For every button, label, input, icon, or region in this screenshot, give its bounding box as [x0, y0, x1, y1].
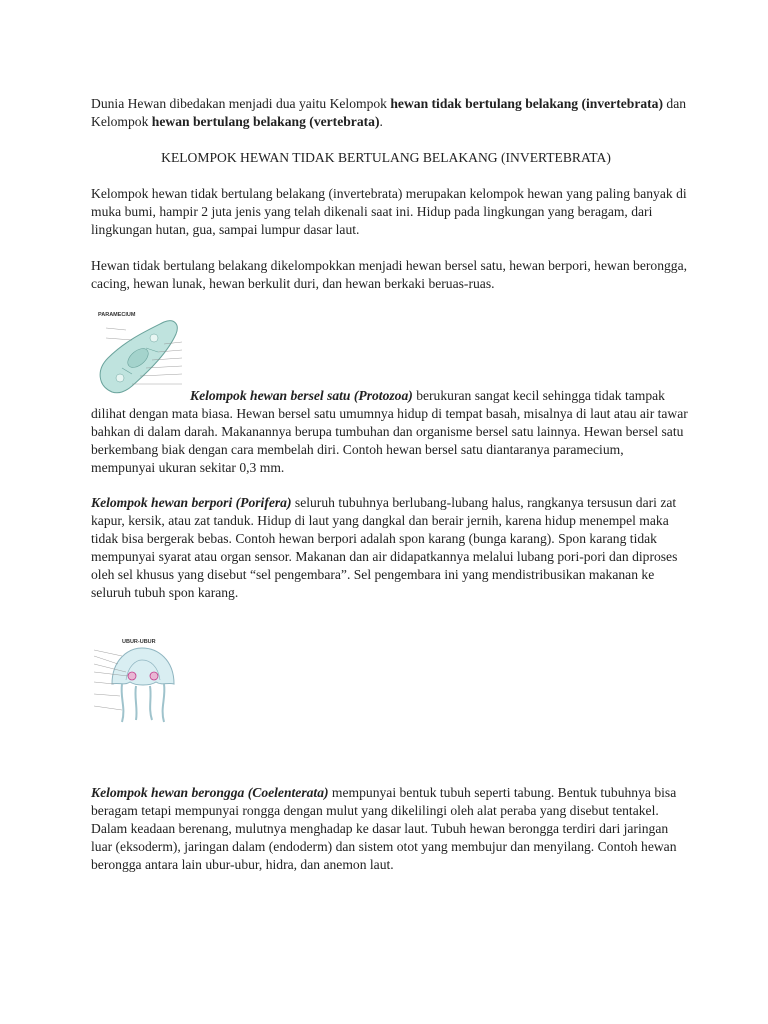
- jellyfish-gonad-left: [128, 672, 136, 680]
- paragraph-invertebrata: Kelompok hewan tidak bertulang belakang (invertebrata) merupakan kelompok hewan yang paling banyak di muka bumi, hampir 2 juta jenis yang telah dikenali saat ini. Hidup pada lingkungan yang beragam, dari lingkungan hutan, gua, sampai lumpur dasar laut.: [91, 186, 687, 237]
- intro-text-2: dan Kelompok: [91, 96, 687, 129]
- coelenterata-term: Kelompok hewan berongga (Coelenterata): [91, 785, 329, 800]
- intro-bold-invertebrata: hewan tidak bertulang belakang (invertebrata): [390, 96, 663, 111]
- section-heading: KELOMPOK HEWAN TIDAK BERTULANG BELAKANG (INVERTEBRATA): [161, 150, 611, 165]
- jellyfish-gonad-right: [150, 672, 158, 680]
- jellyfish-illustration: [92, 636, 184, 728]
- porifera-description: seluruh tubuhnya berlubang-lubang halus, rangkanya tersusun dari zat kapur, kersik, atau zat tanduk. Hidup di laut yang dangkal dan berair jernih, karena hidup menempel maka tidak bisa bergerak bebas. Contoh hewan berpori adalah spon karang (bunga karang). Spon karang tidak mempunyai syarat atau organ sensor. Makanan dan air didapatkannya melalui lubang pori-pori dan diproses oleh sel khusus yang disebut “sel pengembara”. Sel pengembara ini yang mendistribusikan makanan ke seluruh tubuh spon karang.: [91, 495, 678, 600]
- jellyfish-bell: [112, 648, 174, 685]
- paragraph-porifera: [91, 494, 691, 602]
- paramecium-label: PARAMECIUM: [98, 312, 136, 318]
- jellyfish-tentacles: [122, 684, 165, 722]
- paragraph-classification: Hewan tidak bertulang belakang dikelompokkan menjadi hewan bersel satu, hewan berpori, hewan berongga, cacing, hewan lunak, hewan berkulit duri, dan hewan berkaki beruas-ruas.: [91, 258, 688, 291]
- protozoa-description: berukuran sangat kecil sehingga tidak tampak dilihat dengan mata biasa. Hewan bersel satu umumnya hidup di tempat basah, misalnya di laut atau air tawar bahkan di dalam darah. Makanannya berupa tumbuhan dan organisme bersel satu lainnya. Hewan bersel satu berkembang biak dengan cara membelah diri. Contoh hewan bersel satu diantaranya paramecium, mempunyai ukuran sekitar 0,3 mm.: [91, 388, 688, 475]
- protozoa-term: Kelompok hewan bersel satu (Protozoa): [190, 388, 413, 403]
- intro-bold-vertebrata: hewan bertulang belakang (vertebrata): [151, 114, 380, 129]
- paragraph-coelenterata: [91, 784, 691, 874]
- intro-text-1: Dunia Hewan dibedakan menjadi dua yaitu Kelompok: [91, 96, 391, 111]
- intro-text-3: .: [379, 114, 383, 129]
- paramecium-vacuole-top: [150, 334, 158, 342]
- paramecium-vacuole-bottom: [116, 374, 124, 382]
- coelenterata-description: mempunyai bentuk tubuh seperti tabung. Bentuk tubuhnya bisa beragam tetapi mempunyai rongga dengan mulut yang dikelilingi oleh alat peraba yang disebut tentakel. Dalam keadaan berenang, mulutnya menghadap ke dasar laut. Tubuh hewan berongga terdiri dari jaringan luar (eksoderm), jaringan dalam (endoderm) dan sistem otot yang membujur dan menyilang. Contoh hewan berongga antara lain ubur-ubur, hidra, dan anemon laut.: [91, 785, 677, 872]
- jellyfish-label: UBUR-UBUR: [122, 639, 156, 645]
- paragraph-protozoa: [91, 387, 691, 477]
- porifera-term: Kelompok hewan berpori (Porifera): [91, 495, 292, 510]
- intro-paragraph: [91, 95, 691, 131]
